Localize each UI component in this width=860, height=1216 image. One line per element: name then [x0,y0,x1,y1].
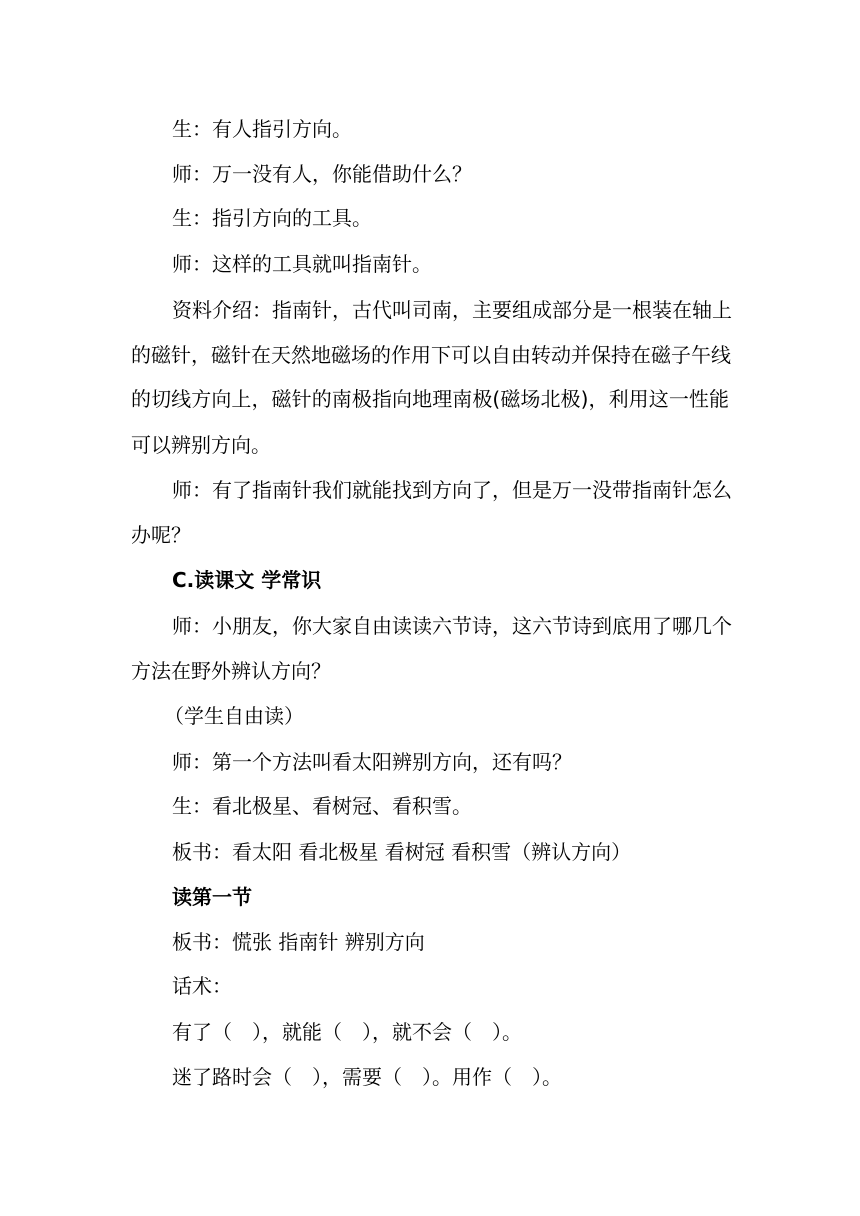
paragraph-line: 可以辨别方向。 [131,433,271,457]
dialogue-line: 师：万一没有人，你能借助什么？ [172,162,472,186]
paragraph-line: 师：有了指南针我们就能找到方向了，但是万一没带指南针怎么 [172,478,732,502]
fill-in-blank-line: 有了（ ），就能（ ），就不会（ ）。 [172,1020,522,1044]
section-heading: 读第一节 [172,885,252,909]
script-label: 话术： [172,974,232,998]
dialogue-line: 师：这样的工具就叫指南针。 [172,252,432,276]
blackboard-line: 板书：慌张 指南针 辨别方向 [172,930,425,954]
dialogue-line: 师：第一个方法叫看太阳辨别方向，还有吗？ [172,750,572,774]
dialogue-line: 生：指引方向的工具。 [172,206,372,230]
paragraph-line: 资料介绍：指南针，古代叫司南，主要组成部分是一根装在轴上 [172,298,732,322]
blackboard-line: 板书：看太阳 看北极星 看树冠 看积雪（辨认方向） [172,840,632,864]
section-heading: C.读课文 学常识 [172,568,322,592]
dialogue-line: 生：看北极星、看树冠、看积雪。 [172,794,472,818]
paragraph-line: 办呢？ [131,523,191,547]
dialogue-line: 生：有人指引方向。 [172,117,352,141]
fill-in-blank-line: 迷了路时会（ ），需要（ ）。用作（ ）。 [172,1065,562,1089]
paragraph-line: 的磁针，磁针在天然地磁场的作用下可以自由转动并保持在磁子午线 [131,343,731,367]
paragraph-line: 的切线方向上，磁针的南极指向地理南极(磁场北极)，利用这一性能 [131,387,729,411]
paragraph-line: 师：小朋友，你大家自由读读六节诗，这六节诗到底用了哪几个 [172,614,732,638]
paragraph-line: 方法在野外辨认方向？ [131,659,331,683]
stage-direction: （学生自由读） [164,704,304,728]
